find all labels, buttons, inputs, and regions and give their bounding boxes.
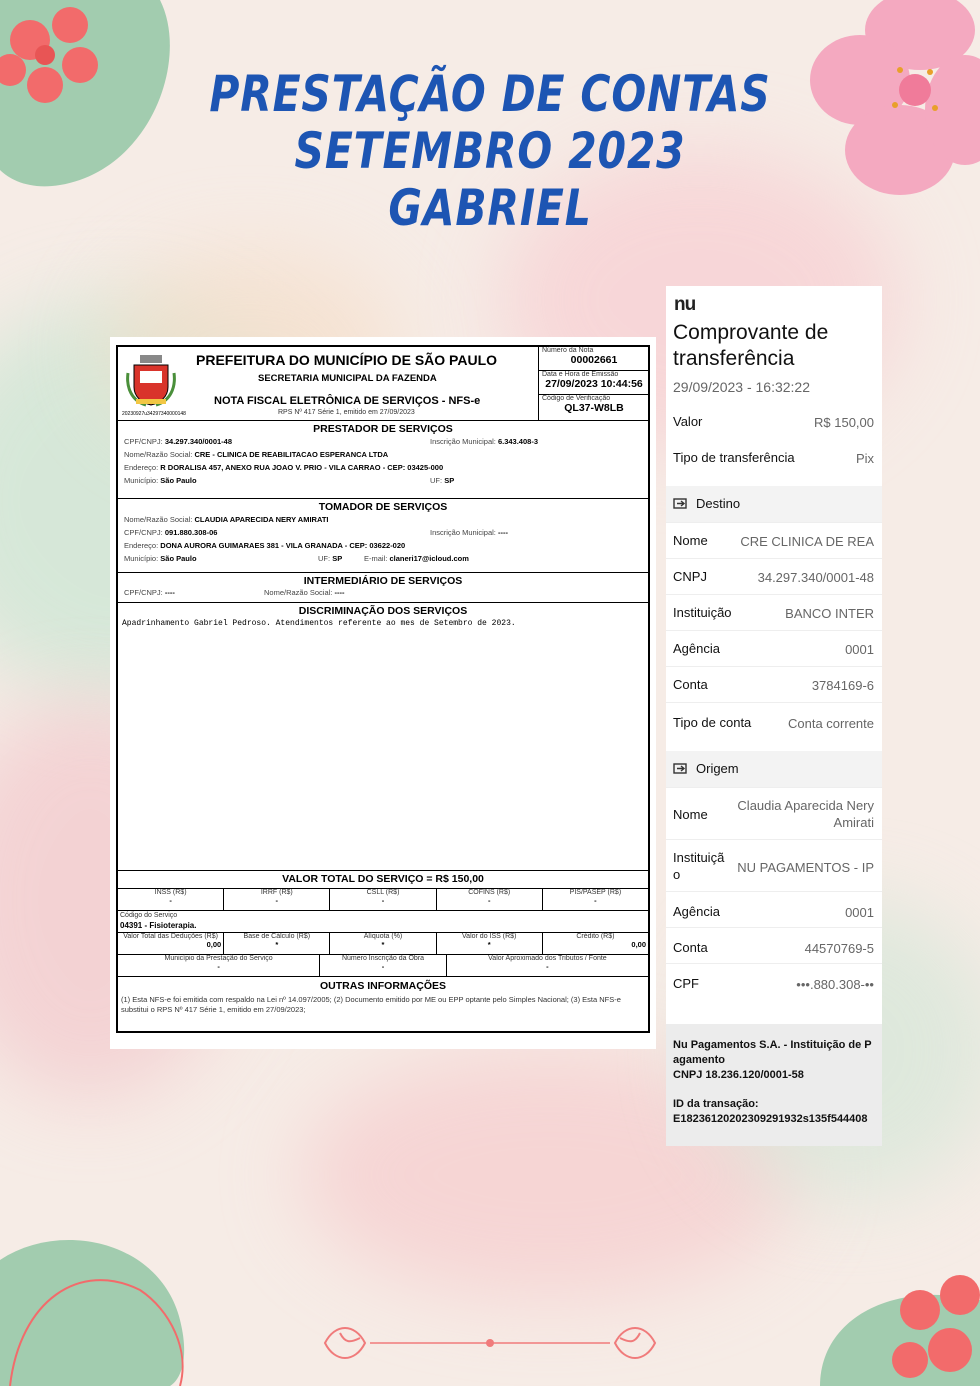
receipt-title: Comprovante de transferência <box>673 321 829 370</box>
tomador-cpf-row: CPF/CNPJ: 091.880.308-06 <box>124 528 218 537</box>
tomador-im-row: Inscrição Municipal: ---- <box>430 528 508 537</box>
prestador-municipio-row: Município: São Paulo <box>124 476 197 485</box>
prestador-endereco-row: Endereço: R DORALISA 457, ANEXO RUA JOAO V. PRIO - VILA CARRAO - CEP: 03425-000 <box>124 463 444 472</box>
origem-header <box>666 751 882 787</box>
tomador-section <box>118 499 648 573</box>
tomador-title: TOMADOR DE SERVIÇOS <box>318 501 448 513</box>
valor-total-section <box>118 871 648 889</box>
tipo-label: Tipo de transferência <box>673 450 795 465</box>
codigo-servico-section <box>118 911 648 933</box>
intermediario-cpf-row: CPF/CNPJ: ---- <box>124 588 175 597</box>
prestador-section <box>118 421 648 499</box>
origem-nome-row: Nome Claudia Aparecida Nery Amirati <box>666 787 882 839</box>
municipio-cell: Valor Aproximado dos Tributos / Fonte - <box>488 955 607 971</box>
footer-id: E18236120202309291932s135f544408 <box>673 1113 868 1125</box>
municipio-cell: Número Inscrição da Obra - <box>320 955 447 976</box>
destino-instituicao-row: Instituição BANCO INTER <box>666 594 882 630</box>
tomador-email-row: E-mail: claneri17@icloud.com <box>364 554 469 563</box>
tomador-uf-row: UF: SP <box>318 554 343 563</box>
footer-id-label: ID da transação: <box>673 1098 759 1110</box>
discriminacao-section <box>118 603 648 871</box>
valor-value: R$ 150,00 <box>814 415 874 430</box>
calculo-row <box>118 933 648 955</box>
origem-title: Origem <box>696 761 739 776</box>
flower-bottom-right <box>800 1240 980 1386</box>
data-emissao-label: Data e Hora de Emissão <box>542 371 619 378</box>
valor-row <box>666 404 882 440</box>
destino-nome-row: Nome CRE CLINICA DE REA <box>666 522 882 558</box>
tributos-row <box>118 889 648 911</box>
destino-conta-row: Conta 3784169-6 <box>666 666 882 702</box>
outras-title: OUTRAS INFORMAÇÕES <box>320 980 446 992</box>
transfer-receipt <box>666 286 882 1146</box>
valor-label: Valor <box>673 414 703 429</box>
data-emissao-value: 27/09/2023 10:44:56 <box>545 378 643 390</box>
destino-cnpj-row: CNPJ 34.297.340/0001-48 <box>666 558 882 594</box>
secretaria-title: SECRETARIA MUNICIPAL DA FAZENDA <box>258 373 437 384</box>
valor-total: VALOR TOTAL DO SERVIÇO = R$ 150,00 <box>282 873 484 885</box>
prefeitura-title: PREFEITURA DO MUNICÍPIO DE SÃO PAULO <box>196 352 498 368</box>
discriminacao-text: Apadrinhamento Gabriel Pedroso. Atendimentos referente ao mes de Setembro de 2023. <box>122 619 516 628</box>
tipo-value: Pix <box>855 451 874 466</box>
prestador-nome-row: Nome/Razão Social: CRE - CLINICA DE REABILITACAO ESPERANCA LTDA <box>124 450 389 459</box>
destino-tipo-conta-row: Tipo de conta Conta corrente <box>666 702 882 742</box>
calculo-cell: Alíquota (%) * <box>330 933 436 954</box>
municipio-cell: Município da Prestação do Serviço - <box>118 955 320 976</box>
nfse-header <box>118 347 648 421</box>
tributo-cell: CSLL (R$) - <box>330 889 436 910</box>
prestador-title: PRESTADOR DE SERVIÇOS <box>313 423 453 435</box>
sao-paulo-crest-icon <box>126 353 176 407</box>
crest-code: 20230927u34297340000148 <box>122 411 186 417</box>
arrow-in-icon <box>673 498 689 510</box>
tomador-nome-row: Nome/Razão Social: CLAUDIA APARECIDA NERY AMIRATI <box>124 515 329 524</box>
discriminacao-title: DISCRIMINAÇÃO DOS SERVIÇOS <box>298 605 468 617</box>
codigo-verificacao-cell <box>539 395 649 421</box>
tributo-cell: INSS (R$) - <box>118 889 224 910</box>
destino-header <box>666 486 882 522</box>
data-emissao-cell <box>539 371 649 395</box>
title-line-3: GABRIEL <box>388 179 592 237</box>
prestador-cpf-row: CPF/CNPJ: 34.297.340/0001-48 <box>124 437 233 446</box>
calculo-cell: Valor do ISS (R$) * <box>437 933 543 954</box>
title-line-2: SETEMBRO 2023 <box>294 122 686 180</box>
rps-line: RPS Nº 417 Série 1, emitido em 27/09/2023 <box>278 409 415 416</box>
nfse-document <box>110 337 656 1049</box>
calculo-cell: Base de Cálculo (R$) * <box>224 933 330 954</box>
numero-nota-value: 00002661 <box>570 354 618 366</box>
origem-agencia-row: Agência 0001 <box>666 891 882 927</box>
tributo-cell: COFINS (R$) - <box>437 889 543 910</box>
receipt-datetime: 29/09/2023 - 16:32:22 <box>673 379 811 395</box>
destino-agencia-row: Agência 0001 <box>666 630 882 666</box>
intermediario-section <box>118 573 648 603</box>
footer-company: Nu Pagamentos S.A. - Instituição de Pagamento <box>673 1039 872 1066</box>
codigo-servico-label: Código do Serviço <box>120 912 178 919</box>
origem-cpf-row: CPF •••.880.308-•• <box>666 963 882 999</box>
nota-title: NOTA FISCAL ELETRÔNICA DE SERVIÇOS - NFS-e <box>214 395 481 407</box>
nota-info-box <box>538 347 648 421</box>
leaf-bottom-left <box>0 1220 200 1386</box>
receipt-footer <box>666 1024 882 1146</box>
tomador-endereco-row: Endereço: DONA AURORA GUIMARAES 381 - VILA GRANADA - CEP: 03622-020 <box>124 541 406 550</box>
tomador-municipio-row: Município: São Paulo <box>124 554 197 563</box>
codigo-verificacao-label: Código de Verificação <box>542 395 611 402</box>
destino-title: Destino <box>696 496 741 511</box>
title-line-1: PRESTAÇÃO DE CONTAS <box>209 65 771 123</box>
tipo-row <box>666 440 882 476</box>
codigo-servico-value: 04391 - Fisioterapia. <box>120 921 197 930</box>
arrow-out-icon <box>673 763 689 775</box>
origem-instituicao-row: Instituiçã o NU PAGAMENTOS - IP <box>666 839 882 891</box>
intermediario-title: INTERMEDIÁRIO DE SERVIÇOS <box>303 575 463 587</box>
calculo-cell: Crédito (R$) 0,00 <box>576 933 647 949</box>
outras-section <box>118 978 648 1033</box>
codigo-verificacao-value: QL37-W8LB <box>564 402 624 414</box>
tributo-cell: PIS/PASEP (R$) - <box>569 889 622 905</box>
prestador-uf-row: UF: SP <box>430 476 455 485</box>
numero-nota-label: Número da Nota <box>542 347 594 354</box>
prestador-im-row: Inscrição Municipal: 6.343.408-3 <box>430 437 538 446</box>
tributo-cell: IRRF (R$) - <box>224 889 330 910</box>
municipio-row <box>118 955 648 977</box>
footer-cnpj: CNPJ 18.236.120/0001-58 <box>673 1069 804 1081</box>
intermediario-nome-row: Nome/Razão Social: ---- <box>264 588 345 597</box>
outras-text: (1) Esta NFS-e foi emitida com respaldo na Lei nº 14.097/2005; (2) Documento emitido por ME ou EPP optante pelo Simples Nacional; (3) Esta NFS-e substitui o RPS Nº 417 Série 1, emitido em 27/09/2023; <box>121 995 621 1014</box>
calculo-cell: Valor Total das Deduções (R$) 0,00 <box>118 933 224 954</box>
numero-nota-cell <box>539 347 649 371</box>
nubank-logo: nu <box>674 294 696 315</box>
origem-conta-row: Conta 44570769-5 <box>666 927 882 963</box>
page-title <box>0 66 980 237</box>
ornament-bottom <box>320 1318 660 1368</box>
